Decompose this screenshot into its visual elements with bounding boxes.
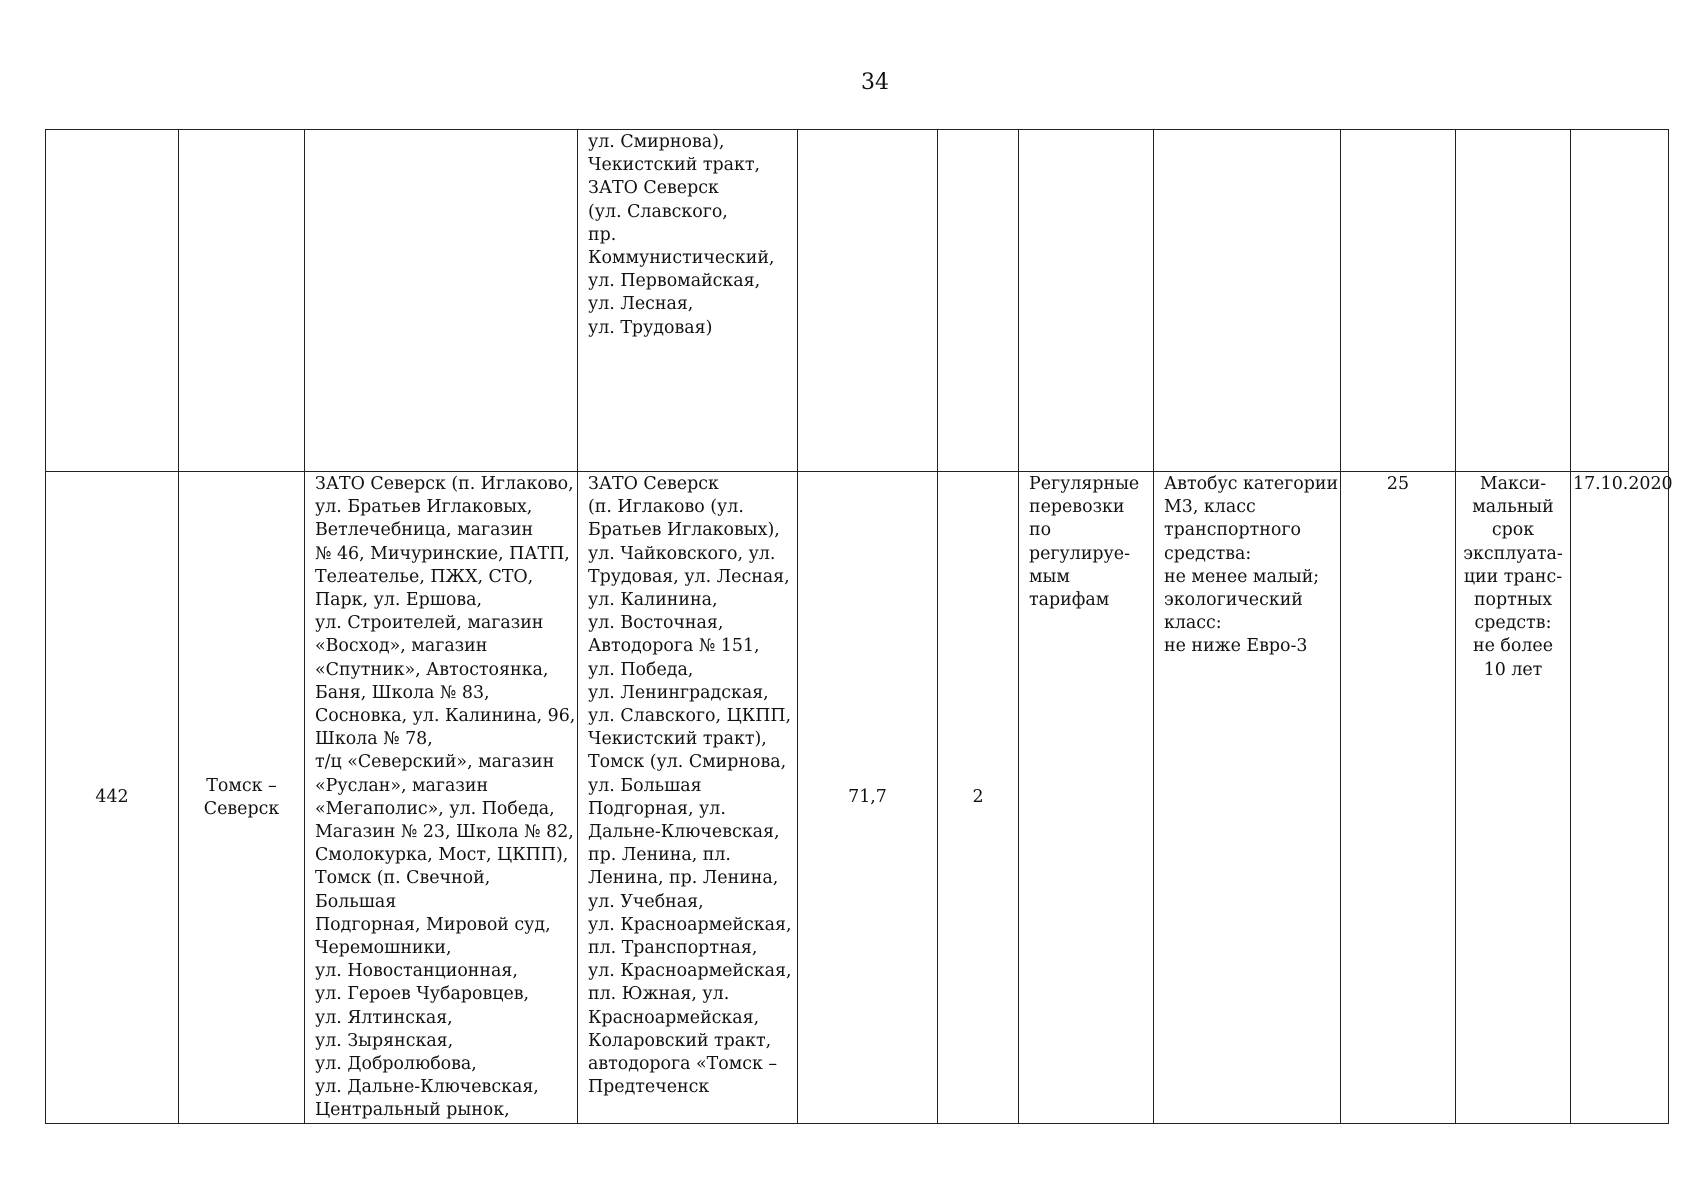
stops-cell — [305, 130, 578, 472]
route-number-cell: 442 — [46, 472, 179, 1124]
requirements-cell: Макси- мальный срок эксплуата- ции транс- портных средств: не более 10 лет — [1456, 472, 1571, 1124]
route-table — [45, 129, 1673, 1124]
route-name-cell — [179, 130, 305, 472]
table-row — [46, 472, 1669, 1124]
page-number: 34 — [861, 70, 889, 95]
streets-cell: ул. Смирнова), Чекистский тракт, ЗАТО Северск (ул. Славского, пр. Коммунистический, ул. Первомайская, ул. Лесная, ул. Трудовая) — [578, 130, 798, 472]
streets-cell: ЗАТО Северск (п. Иглаково (ул. Братьев Иглаковых), ул. Чайковского, ул. Трудовая, ул. Лесная, ул. Калинина, ул. Восточная, Автодорога № 151, ул. Победа, ул. Ленинградская, ул. Славского, ЦКПП, Чекистский тракт), Томск (ул. Смирнова, ул. Большая Подгорная, ул. Дальне-Ключевская, пр. Ленина, пл. Ленина, пр. Ленина, ул. Учебная, ул. Красноармейская, пл. Транспортная, ул. Красноармейская, пл. Южная, ул. Красноармейская, Коларовский тракт, автодорога «Томск – Предтеченск — [578, 472, 798, 1124]
vehicle-count-cell: 25 — [1341, 472, 1456, 1124]
length-cell — [798, 130, 938, 472]
length-cell: 71,7 — [798, 472, 938, 1124]
date-cell — [1571, 130, 1669, 472]
table-row — [46, 130, 1669, 472]
route-type-cell — [938, 130, 1019, 472]
route-type-cell: 2 — [938, 472, 1019, 1124]
requirements-cell — [1456, 130, 1571, 472]
carriage-type-cell — [1019, 130, 1154, 472]
vehicle-cell: Автобус категории М3, класс транспортного средства: не менее малый; экологический класс: не ниже Евро-3 — [1154, 472, 1341, 1124]
route-number-cell — [46, 130, 179, 472]
stops-cell: ЗАТО Северск (п. Иглаково, ул. Братьев Иглаковых, Ветлечебница, магазин № 46, Мичуринские, ПАТП, Телеателье, ПЖХ, СТО, Парк, ул. Ершова, ул. Строителей, магазин «Восход», магазин «Спутник», Автостоянка, Баня, Школа № 83, Сосновка, ул. Калинина, 96, Школа № 78, т/ц «Северский», магазин «Руслан», магазин «Мегаполис», ул. Победа, Магазин № 23, Школа № 82, Смолокурка, Мост, ЦКПП), Томск (п. Свечной, Большая Подгорная, Мировой суд, Черемошники, ул. Новостанционная, ул. Героев Чубаровцев, ул. Ялтинская, ул. Зырянская, ул. Добролюбова, ул. Дальне-Ключевская, Центральный рынок, — [305, 472, 578, 1124]
route-name-cell: Томск – Северск — [179, 472, 305, 1124]
vehicle-cell — [1154, 130, 1341, 472]
date-cell: 17.10.2020 — [1571, 472, 1669, 1124]
carriage-type-cell: Регулярные перевозки по регулируе- мым тарифам — [1019, 472, 1154, 1124]
vehicle-count-cell — [1341, 130, 1456, 472]
